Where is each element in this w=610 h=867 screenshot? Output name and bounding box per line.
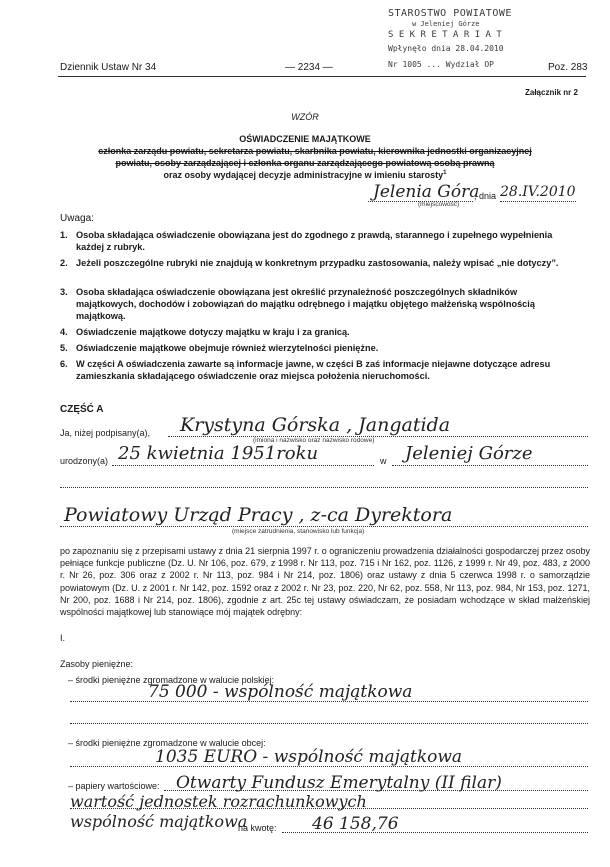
date-handwritten: 28.IV.2010 bbox=[500, 184, 576, 200]
note-text: Jeżeli poszczególne rubryki nie znajdują w konkretnym przypadku zastosowania, należy wpisać „nie dotyczy”. bbox=[76, 258, 559, 268]
stamp-line-4: Wpłynęło dnia 28.04.2010 bbox=[388, 44, 504, 53]
template-label: WZÓR bbox=[291, 112, 319, 122]
date-line bbox=[500, 201, 576, 202]
note-number: 5. bbox=[60, 343, 68, 353]
pln-funds-line-2 bbox=[70, 723, 588, 724]
journal-title: Dziennik Ustaw Nr 34 bbox=[60, 62, 157, 73]
note-text: W części A oświadczenia zawarte są informacje jawne, w części B zaś informacje niejawne dotyczące adresu zamieszkania składającego oświadczenie oraz miejsca położenia nieruchomości. bbox=[76, 359, 551, 381]
amount-label: na kwotę: bbox=[238, 823, 277, 833]
pln-funds-handwritten: 75 000 - wspólność majątkowa bbox=[148, 682, 413, 702]
place-caption: (miejscowość) bbox=[418, 201, 460, 208]
birth-date-handwritten: 25 kwietnia 1951roku bbox=[118, 443, 319, 464]
birth-place-line bbox=[392, 465, 588, 466]
name-caption: (imiona i nazwisko oraz nazwisko rodowe) bbox=[253, 437, 375, 444]
stamp-line-2: w Jeleniej Górze bbox=[412, 20, 480, 28]
note-number: 6. bbox=[60, 359, 68, 369]
note-text: Oświadczenie majątkowe obejmuje również wierzytelności pieniężne. bbox=[76, 343, 379, 353]
securities-handwritten-1: Otwarty Fundusz Emerytalny (II filar) bbox=[176, 773, 502, 793]
note-number: 3. bbox=[60, 287, 68, 297]
foreign-funds-label: – środki pieniężne zgromadzone w walucie obcej: bbox=[68, 738, 266, 748]
stamp-line-5: Nr 1005 ... Wydział OP bbox=[388, 60, 494, 69]
section-i-number: I. bbox=[60, 633, 66, 643]
notes-title: Uwaga: bbox=[60, 213, 94, 224]
declarant-label: Ja, niżej podpisany(a), bbox=[60, 428, 151, 438]
declarant-name-handwritten: Krystyna Górska , Jangatida bbox=[180, 414, 451, 436]
securities-line-1 bbox=[164, 790, 588, 791]
stamp-line-1: STAROSTWO POWIATOWE bbox=[388, 8, 512, 19]
securities-line-2 bbox=[70, 808, 588, 809]
registry-stamp bbox=[384, 8, 574, 74]
employer-line bbox=[60, 526, 588, 527]
position-number: Poz. 283 bbox=[548, 62, 588, 73]
title-line-3-text: oraz osoby wydającej decyzje administracyjne w imieniu starosty bbox=[163, 170, 444, 180]
foreign-funds-handwritten: 1035 EURO - wspólność majątkowa bbox=[155, 747, 463, 767]
legal-basis-text: po zapoznaniu się z przepisami ustawy z dnia 21 sierpnia 1997 r. o ograniczeniu prowadzenia działalności gospodarczej przez osoby pełniące funkcje publiczne (Dz. U. Nr 106, poz. 679, z 1998 r. Nr 113, poz. 715 i Nr 162, poz. 1126, z 1999 r. Nr 49, poz. 483, z 2000 r. Nr 26, poz. 306 oraz z 2002 r. Nr 113, poz. 984 i Nr 214, poz. 1806) oraz ustawy z dnia 5 czerwca 1998 r. o samorządzie powiatowym (Dz. U. z 2001 r. Nr 142, poz. 1592 oraz z 2002 r. Nr 23, poz. 220, Nr 62, poz. 558, Nr 113, poz. 984, Nr 153, poz. 1271, Nr 200, poz. 1688 i Nr 214, poz. 1806), zgodnie z art. 25c tej ustawy oświadczam, że posiadam wchodzące w skład małżeńskiej wspólności majątkowej lub stanowiące mój majątek odrębny: bbox=[60, 546, 590, 618]
note-number: 2. bbox=[60, 258, 68, 268]
note-number: 4. bbox=[60, 327, 68, 337]
securities-handwritten-2: wartość jednostek rozrachunkowych bbox=[70, 792, 367, 811]
birth-date-line bbox=[112, 465, 374, 466]
pln-funds-label: – środki pieniężne zgromadzone w walucie polskiej: bbox=[68, 675, 275, 685]
title-line-3 bbox=[0, 170, 610, 180]
note-text: Osoba składająca oświadczenie obowiązana jest do zgodnego z prawdą, starannego i zupełnego wypełnienia każdej z rubryk. bbox=[76, 230, 553, 252]
blank-line-1 bbox=[60, 487, 588, 488]
born-label: urodzony(a) bbox=[60, 456, 109, 466]
stamp-line-3: S E K R E T A R I A T bbox=[388, 30, 502, 40]
employer-caption: (miejsce zatrudnienia, stanowisko lub funkcja) bbox=[232, 528, 365, 535]
note-number: 1. bbox=[60, 230, 68, 240]
page-number: — 2234 — bbox=[285, 62, 333, 73]
header-rule bbox=[58, 76, 586, 77]
place-handwritten: Jelenia Góra bbox=[373, 182, 480, 202]
note-text: Osoba składająca oświadczenie obowiązana jest określić przynależność poszczególnych składników majątkowych, dochodów i zobowiązań do majątku odrębnego i majątku objętego małżeńską wspólnością majątkową. bbox=[76, 287, 535, 321]
employer-handwritten: Powiatowy Urząd Pracy , z-ca Dyrektora bbox=[64, 504, 453, 526]
declarant-name-line bbox=[168, 436, 588, 437]
pln-funds-line bbox=[70, 701, 588, 702]
cash-resources-label: Zasoby pieniężne: bbox=[60, 659, 134, 669]
birth-place-handwritten: Jeleniej Górze bbox=[405, 443, 533, 464]
document-title: OŚWIADCZENIE MAJĄTKOWE bbox=[239, 134, 371, 144]
attachment-label: Załącznik nr 2 bbox=[525, 88, 578, 97]
footnote-marker: 1 bbox=[443, 170, 447, 176]
note-text: Oświadczenie majątkowe dotyczy majątku w kraju i za granicą. bbox=[76, 327, 350, 337]
foreign-funds-line bbox=[70, 766, 588, 767]
securities-handwritten-3: wspólność majątkowa bbox=[70, 812, 248, 831]
securities-label: – papiery wartościowe: bbox=[68, 781, 160, 791]
amount-line bbox=[282, 832, 588, 833]
date-label: , dnia bbox=[474, 191, 497, 201]
part-a-heading: CZĘŚĆ A bbox=[60, 404, 104, 415]
birth-place-prefix: w bbox=[380, 456, 387, 466]
amount-handwritten: 46 158,76 bbox=[312, 814, 399, 834]
struck-roles-line-2: powiatu, osoby zarządzającej i członka organu zarządzającego powiatową osobą prawną bbox=[115, 158, 495, 168]
struck-roles-line-1: członka zarządu powiatu, sekretarza powiatu, skarbnika powiatu, kierownika jednostki organizacyjnej bbox=[98, 146, 532, 156]
